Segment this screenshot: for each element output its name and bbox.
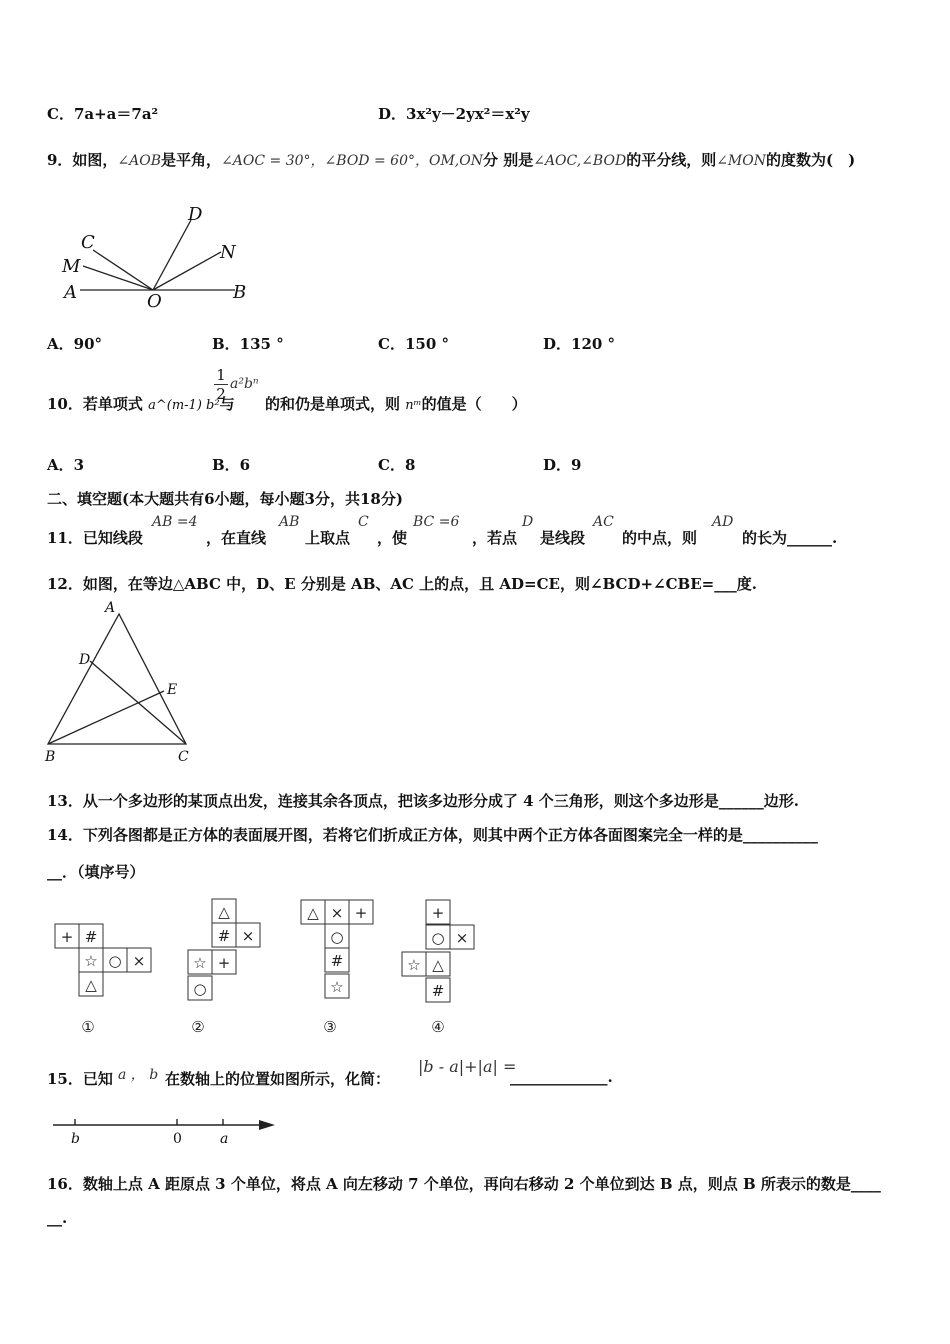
q12-label-b: B — [45, 749, 56, 765]
q11-d: D — [522, 514, 534, 530]
q8-option-c: C．7a+a＝7a² — [47, 105, 159, 123]
q16-stem-2: __. — [47, 1209, 68, 1227]
axis-label-zero: 0 — [173, 1131, 182, 1147]
q12-triangle-figure — [40, 598, 200, 768]
net1-triangle: △ — [85, 976, 97, 994]
q9-label-a: A — [64, 282, 77, 303]
net1-star: ☆ — [84, 952, 98, 970]
q10-option-d: D．9 — [543, 456, 582, 474]
q11-ab2: AB — [279, 514, 300, 530]
net-label-3: ③ — [323, 1018, 337, 1036]
q10-option-c: C．8 — [378, 456, 416, 474]
net3-cross: × — [330, 904, 344, 922]
q15-stem-1: 15．已知 — [47, 1070, 113, 1088]
q15-number-line — [45, 1112, 285, 1152]
q10-stem-end: 的和仍是单项式，则 nᵐ的值是（ ） — [265, 395, 527, 413]
q16-stem-1: 16．数轴上点 A 距原点 3 个单位，将点 A 向左移动 7 个单位，再向右移动 2 个单位到达 B 点，则点 B 所表示的数是____ — [47, 1175, 881, 1193]
q9-label-n: N — [220, 242, 236, 263]
q9-stem: 9．如图，∠AOB是平角，∠AOC = 30°，∠BOD = 60°，OM,ON分 别是∠AOC,∠BOD的平分线，则∠MON的度数为( ) — [47, 151, 856, 169]
net1-circle: ○ — [108, 952, 122, 970]
q12-label-a: A — [105, 600, 116, 616]
net1-plus: + — [60, 928, 74, 946]
net3-hash: # — [330, 952, 344, 970]
net-label-2: ② — [191, 1018, 205, 1036]
q11-stem-8: 的长为______. — [742, 529, 838, 547]
net-label-4: ④ — [431, 1018, 445, 1036]
q9-option-d: D．120 ° — [543, 335, 616, 353]
q9-label-o: O — [147, 291, 162, 312]
q15-expression: |b - a|+|a| = — [418, 1057, 517, 1076]
net3-star: ☆ — [330, 978, 344, 996]
q15-blank: _____________. — [510, 1068, 613, 1086]
net2-plus: + — [217, 954, 231, 972]
q11-stem-2: ，在直线 — [206, 529, 267, 547]
net4-star: ☆ — [407, 956, 421, 974]
net1-hash: # — [84, 928, 98, 946]
number-line-arrow — [259, 1120, 275, 1130]
q11-ad: AD — [712, 514, 734, 530]
net3-triangle: △ — [307, 904, 319, 922]
q11-stem: 11．已知线段 — [47, 529, 143, 547]
q11-bc: BC =6 — [413, 514, 460, 530]
q9-label-d: D — [188, 204, 203, 225]
q10-option-b: B．6 — [212, 456, 251, 474]
q11-stem-6: 是线段 — [540, 529, 586, 547]
q9-option-a: A．90° — [47, 335, 103, 353]
q14-stem-2: __．（填序号） — [47, 863, 145, 881]
q15-stem-2: 在数轴上的位置如图所示，化简： — [165, 1070, 391, 1088]
q12-label-e: E — [167, 682, 178, 698]
q13-stem: 13．从一个多边形的某顶点出发，连接其余各顶点，把该多边形分成了 4 个三角形，则这个多边形是______边形. — [47, 792, 799, 810]
net2-circle: ○ — [193, 980, 207, 998]
net3-circle: ○ — [330, 928, 344, 946]
net2-hash: # — [217, 927, 231, 945]
q12-stem: 12．如图，在等边△ABC 中，D、E 分别是 AB、AC 上的点，且 AD=CE，则∠BCD+∠CBE=___度. — [47, 575, 757, 593]
net-label-1: ① — [81, 1018, 95, 1036]
q10-stem-start: 10．若单项式 a^(m-1) b²与 — [47, 395, 235, 413]
q9-label-b: B — [233, 282, 247, 303]
q11-stem-4: ，使 — [377, 529, 408, 547]
q11-stem-7: 的中点，则 — [622, 529, 698, 547]
q9-label-c: C — [81, 232, 95, 253]
q11-stem-5: ，若点 — [472, 529, 518, 547]
net4-hash: # — [431, 982, 445, 1000]
q15-ab: a ， b — [118, 1067, 159, 1083]
q11-stem-3: 上取点 — [305, 529, 351, 547]
q12-label-d: D — [79, 652, 91, 668]
net1-cross: × — [132, 952, 146, 970]
q14-stem-1: 14．下列各图都是正方体的表面展开图，若将它们折成正方体，则其中两个正方体各面图案完全一样的是__________ — [47, 826, 818, 844]
axis-label-b: b — [71, 1131, 80, 1147]
net4-triangle: △ — [432, 956, 444, 974]
q10-term-2: a²bⁿ — [230, 376, 259, 392]
q10-option-a: A．3 — [47, 456, 85, 474]
q11-ac: AC — [593, 514, 614, 530]
q9-label-m: M — [62, 256, 81, 277]
q8-option-d: D．3x²y－2yx²＝x²y — [378, 105, 530, 123]
net2-cross: × — [241, 927, 255, 945]
q10-fraction: 1 2 — [214, 366, 228, 403]
net4-circle: ○ — [431, 929, 445, 947]
q9-option-b: B．135 ° — [212, 335, 284, 353]
q9-angle-figure — [55, 200, 265, 315]
q14-cube-nets — [45, 890, 485, 1040]
net2-triangle: △ — [218, 903, 230, 921]
q9-option-c: C．150 ° — [378, 335, 449, 353]
net3-plus: + — [354, 904, 368, 922]
q11-ab: AB =4 — [152, 514, 198, 530]
net4-cross: × — [455, 929, 469, 947]
q12-label-c: C — [178, 749, 189, 765]
q11-c: C — [358, 514, 369, 530]
net4-plus: + — [431, 904, 445, 922]
net2-star: ☆ — [193, 954, 207, 972]
section-heading: 二、填空题(本大题共有6小题，每小题3分，共18分) — [47, 490, 403, 508]
axis-label-a: a — [220, 1131, 229, 1147]
